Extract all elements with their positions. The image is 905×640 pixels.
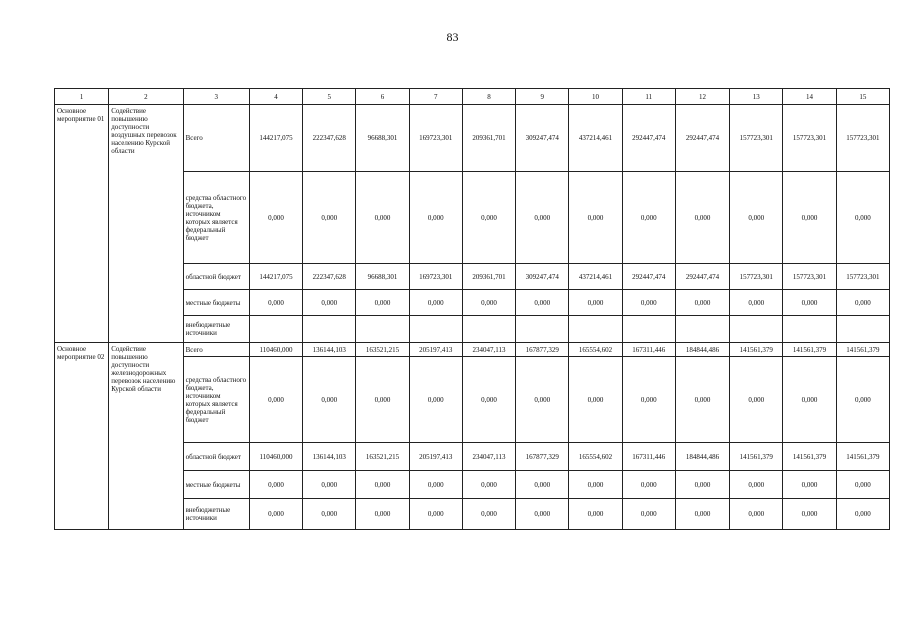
value-cell: 0,000 [356,357,409,443]
value-cell: 167877,329 [516,443,569,471]
value-cell: 0,000 [569,499,622,530]
value-cell: 184844,486 [675,343,729,357]
value-cell: 0,000 [675,499,729,530]
column-header: 6 [356,89,409,105]
value-cell: 157723,301 [783,105,836,172]
value-cell: 309247,474 [516,264,569,290]
value-cell: 157723,301 [836,105,889,172]
funding-source-cell: областной бюджет [183,264,249,290]
value-cell: 292447,474 [675,264,729,290]
value-cell: 0,000 [730,499,783,530]
value-cell: 0,000 [303,172,356,264]
value-cell: 136144,103 [303,343,356,357]
value-cell: 234047,113 [462,343,515,357]
value-cell: 141561,379 [783,443,836,471]
value-cell: 144217,075 [249,264,302,290]
value-cell: 141561,379 [836,343,889,357]
value-cell: 96688,301 [356,105,409,172]
value-cell: 0,000 [730,471,783,499]
value-cell: 0,000 [356,499,409,530]
value-cell: 205197,413 [409,343,462,357]
budget-table [54,88,890,530]
value-cell: 0,000 [569,290,622,316]
value-cell: 0,000 [356,471,409,499]
value-cell: 157723,301 [836,264,889,290]
value-cell: 0,000 [675,357,729,443]
value-cell: 0,000 [462,172,515,264]
value-cell: 0,000 [462,357,515,443]
value-cell: 165554,602 [569,443,622,471]
value-cell [516,316,569,343]
value-cell [730,316,783,343]
value-cell: 0,000 [675,471,729,499]
value-cell: 0,000 [675,290,729,316]
value-cell: 205197,413 [409,443,462,471]
value-cell: 209361,701 [462,105,515,172]
value-cell: 167877,329 [516,343,569,357]
value-cell: 0,000 [569,357,622,443]
value-cell: 0,000 [836,172,889,264]
value-cell: 209361,701 [462,264,515,290]
funding-source-cell: средства областного бюджета, источником которых является федеральный бюджет [183,357,249,443]
value-cell: 0,000 [409,357,462,443]
funding-source-cell: внебюджетные источники [183,316,249,343]
value-cell: 169723,301 [409,264,462,290]
value-cell: 437214,461 [569,264,622,290]
column-header: 14 [783,89,836,105]
value-cell: 0,000 [730,172,783,264]
column-header: 13 [730,89,783,105]
value-cell: 0,000 [783,471,836,499]
value-cell [783,316,836,343]
value-cell [462,316,515,343]
value-cell: 0,000 [249,471,302,499]
value-cell: 0,000 [249,357,302,443]
column-header: 3 [183,89,249,105]
value-cell: 292447,474 [622,264,675,290]
value-cell: 0,000 [303,499,356,530]
value-cell: 0,000 [622,499,675,530]
column-header: 7 [409,89,462,105]
event-code-cell: Основное мероприятие 02 [55,343,109,530]
value-cell: 165554,602 [569,343,622,357]
value-cell: 222347,628 [303,105,356,172]
value-cell: 144217,075 [249,105,302,172]
value-cell: 0,000 [409,290,462,316]
value-cell: 0,000 [836,290,889,316]
column-header: 8 [462,89,515,105]
value-cell: 0,000 [836,499,889,530]
value-cell: 0,000 [622,290,675,316]
value-cell: 184844,486 [675,443,729,471]
value-cell: 157723,301 [730,105,783,172]
event-name-cell: Содействие повышению доступности железнодорожных перевозок населению Курской области [109,343,183,530]
value-cell: 0,000 [675,172,729,264]
event-name-cell: Содействие повышению доступности воздушных перевозок населению Курской области [109,105,183,343]
value-cell [249,316,302,343]
column-header: 2 [109,89,183,105]
value-cell: 157723,301 [730,264,783,290]
header-row [55,89,890,105]
funding-source-cell: Всего [183,343,249,357]
value-cell: 0,000 [462,290,515,316]
value-cell: 0,000 [249,172,302,264]
column-header: 15 [836,89,889,105]
value-cell: 167311,446 [622,443,675,471]
funding-source-cell: местные бюджеты [183,471,249,499]
funding-source-cell: местные бюджеты [183,290,249,316]
value-cell: 222347,628 [303,264,356,290]
value-cell: 0,000 [730,357,783,443]
value-cell [675,316,729,343]
column-header: 12 [675,89,729,105]
value-cell [356,316,409,343]
column-header: 9 [516,89,569,105]
event-code-cell: Основное мероприятие 01 [55,105,109,343]
value-cell: 0,000 [462,471,515,499]
value-cell: 0,000 [622,172,675,264]
value-cell [569,316,622,343]
value-cell [303,316,356,343]
value-cell: 0,000 [569,172,622,264]
value-cell: 167311,446 [622,343,675,357]
value-cell: 0,000 [409,172,462,264]
value-cell: 141561,379 [783,343,836,357]
funding-source-cell: Всего [183,105,249,172]
funding-source-cell: средства областного бюджета, источником которых является федеральный бюджет [183,172,249,264]
value-cell: 0,000 [516,357,569,443]
value-cell: 0,000 [356,290,409,316]
value-cell: 0,000 [303,357,356,443]
value-cell: 309247,474 [516,105,569,172]
value-cell: 163521,215 [356,343,409,357]
funding-source-cell: областной бюджет [183,443,249,471]
value-cell: 0,000 [516,471,569,499]
value-cell [409,316,462,343]
value-cell: 0,000 [730,290,783,316]
value-cell: 0,000 [783,290,836,316]
value-cell: 169723,301 [409,105,462,172]
value-cell: 0,000 [622,357,675,443]
value-cell: 0,000 [836,357,889,443]
value-cell: 96688,301 [356,264,409,290]
value-cell: 0,000 [783,172,836,264]
value-cell: 0,000 [836,471,889,499]
value-cell: 163521,215 [356,443,409,471]
value-cell: 141561,379 [836,443,889,471]
value-cell: 292447,474 [622,105,675,172]
table-row [55,343,890,357]
value-cell: 0,000 [516,290,569,316]
value-cell: 437214,461 [569,105,622,172]
value-cell: 292447,474 [675,105,729,172]
column-header: 5 [303,89,356,105]
value-cell: 141561,379 [730,443,783,471]
column-header: 10 [569,89,622,105]
table-row [55,105,890,172]
value-cell: 110460,000 [249,343,302,357]
value-cell: 0,000 [409,471,462,499]
value-cell: 0,000 [356,172,409,264]
value-cell: 0,000 [303,471,356,499]
value-cell: 0,000 [516,499,569,530]
value-cell: 0,000 [409,499,462,530]
value-cell: 0,000 [783,357,836,443]
value-cell: 0,000 [249,499,302,530]
value-cell: 0,000 [249,290,302,316]
column-header: 4 [249,89,302,105]
page-number: 83 [446,30,459,44]
value-cell: 0,000 [622,471,675,499]
value-cell: 234047,113 [462,443,515,471]
funding-source-cell: внебюджетные источники [183,499,249,530]
value-cell: 157723,301 [783,264,836,290]
value-cell: 0,000 [516,172,569,264]
value-cell: 136144,103 [303,443,356,471]
value-cell: 141561,379 [730,343,783,357]
value-cell: 0,000 [569,471,622,499]
value-cell [622,316,675,343]
column-header: 11 [622,89,675,105]
value-cell: 0,000 [783,499,836,530]
value-cell [836,316,889,343]
value-cell: 0,000 [462,499,515,530]
value-cell: 110460,000 [249,443,302,471]
value-cell: 0,000 [303,290,356,316]
column-header: 1 [55,89,109,105]
